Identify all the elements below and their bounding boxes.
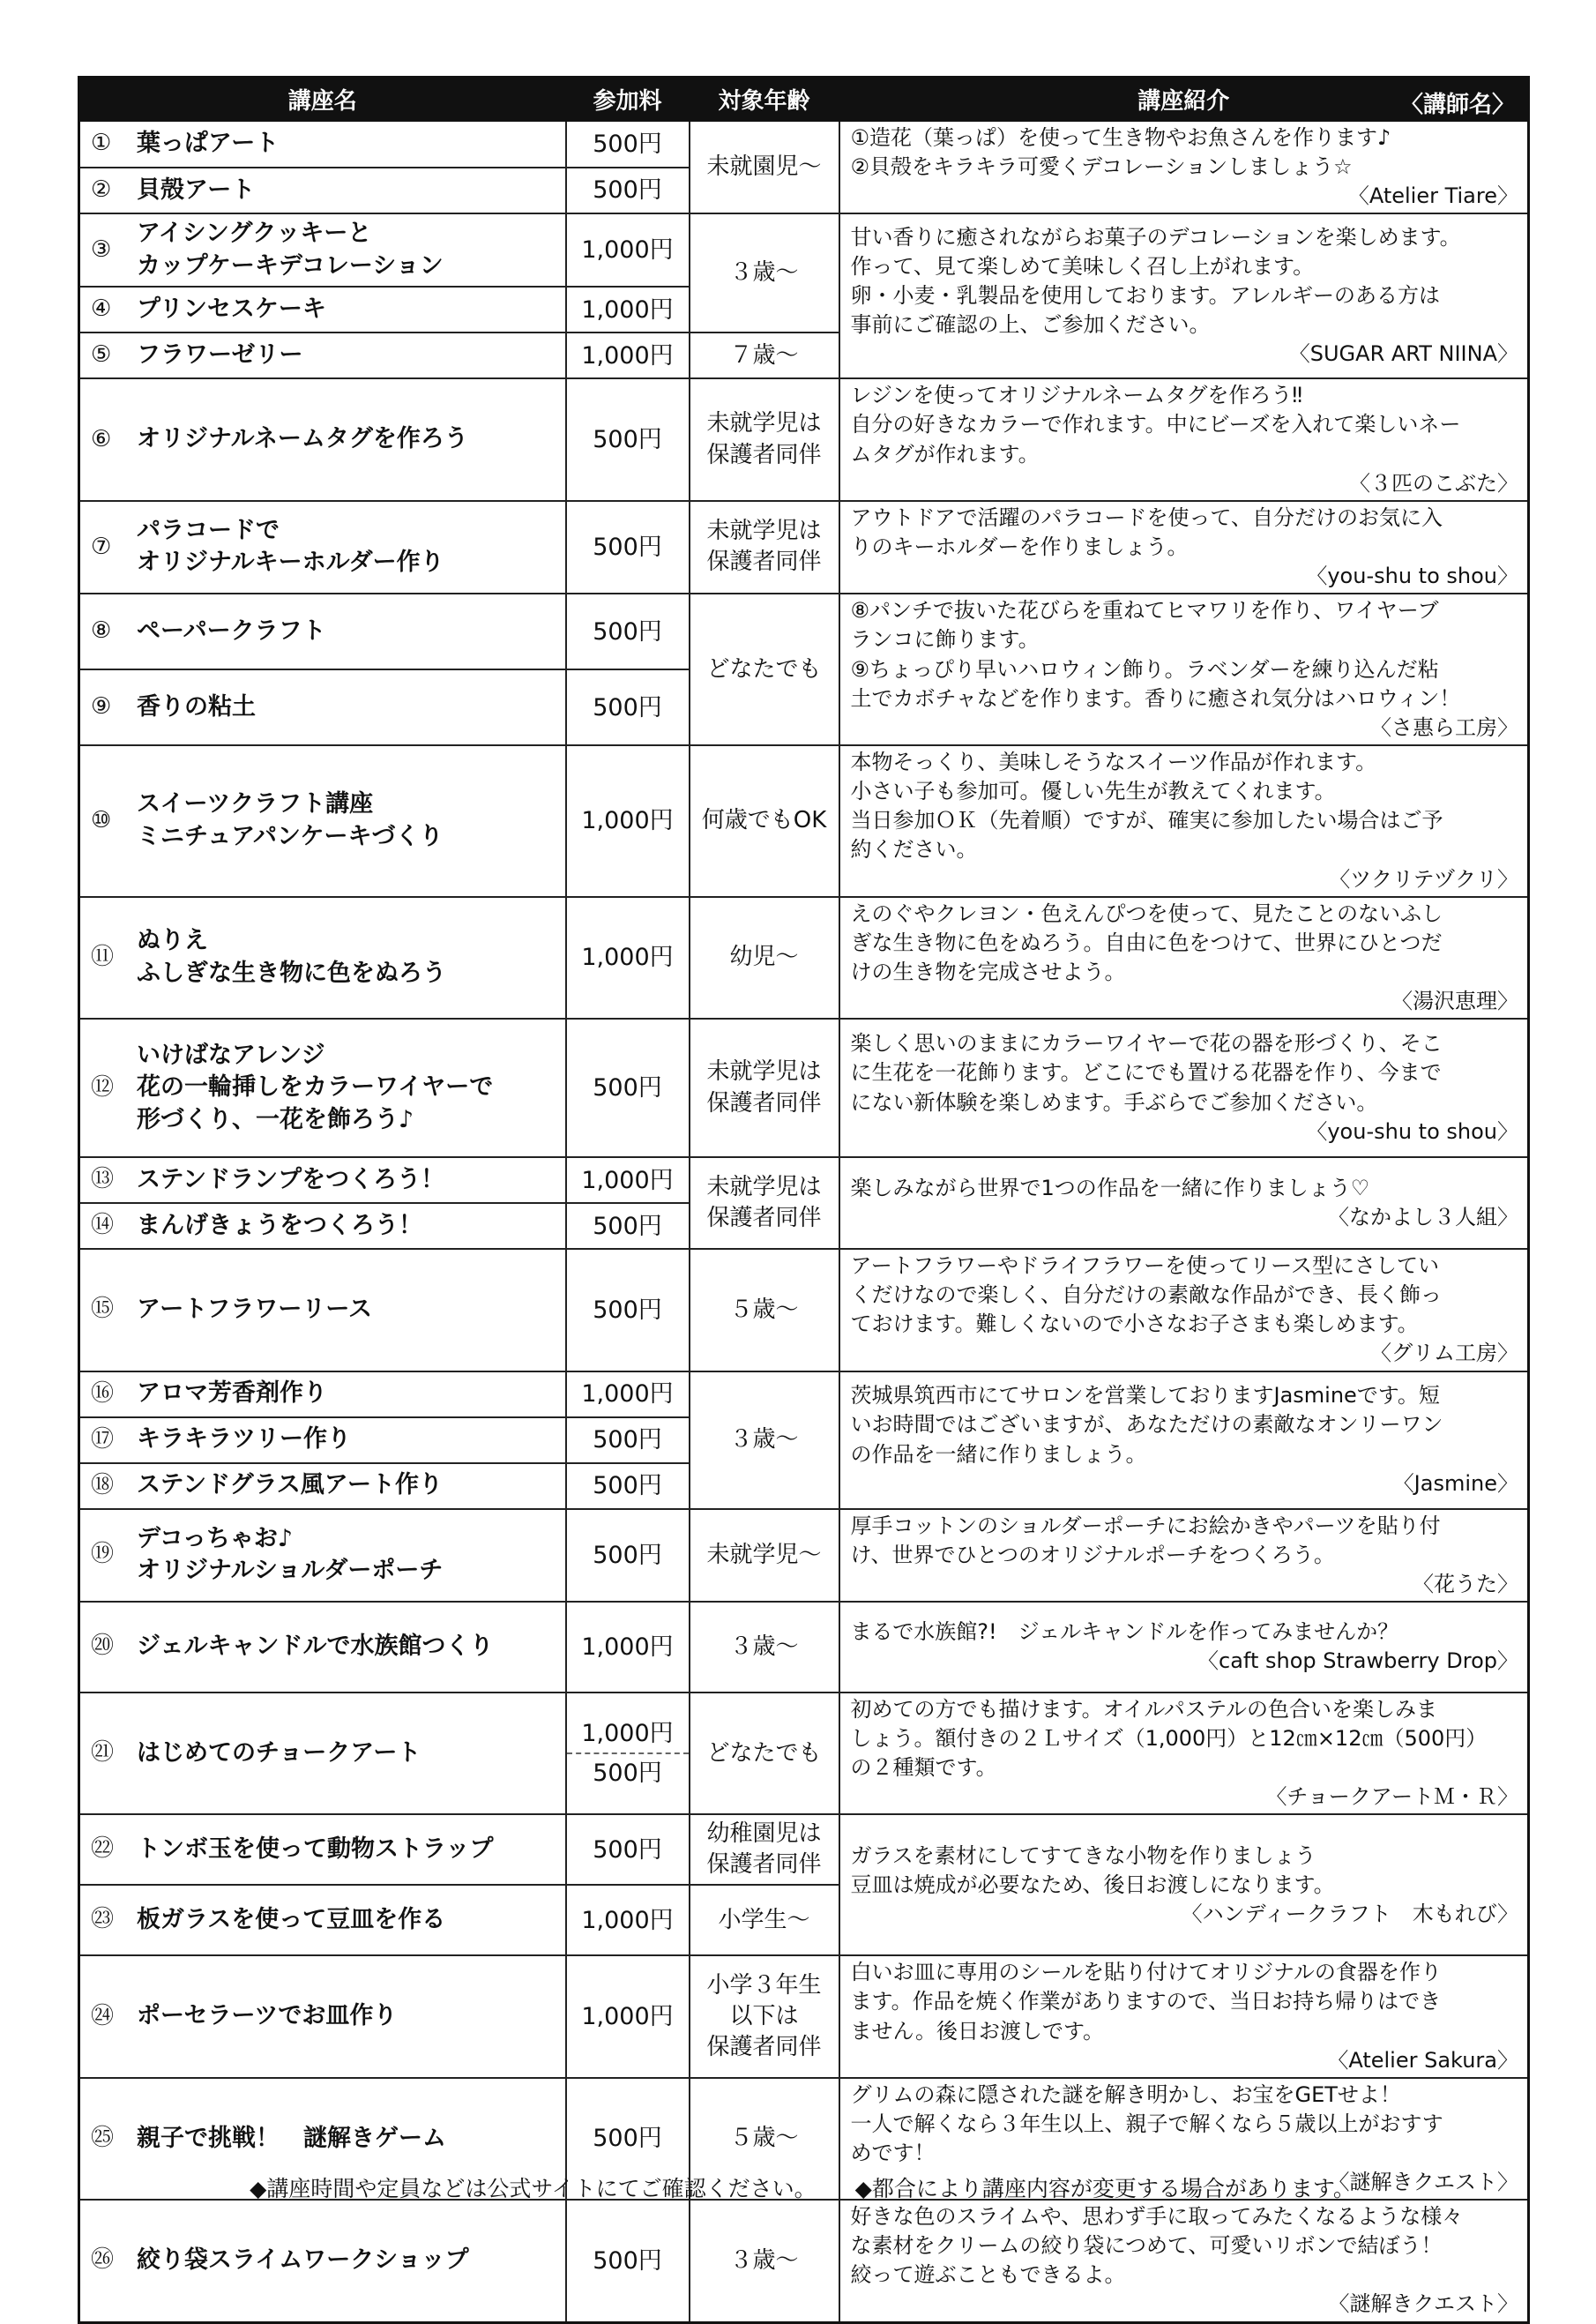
- target-age: 未就学児は 保護者同伴: [706, 410, 822, 468]
- target-age-cell: [690, 1602, 839, 1693]
- target-age: ５歳〜: [729, 1296, 799, 1323]
- course-name-cell: [79, 333, 566, 378]
- course-name-cell: [79, 1885, 566, 1955]
- target-age: どなたでも: [706, 655, 822, 683]
- course-number: ①: [91, 130, 112, 157]
- course-fee: 1,000円: [581, 1633, 674, 1661]
- course-name: 葉っぱアート: [137, 130, 280, 158]
- course-fee: 500円: [593, 2125, 662, 2153]
- target-age-cell: [690, 378, 839, 500]
- course-name-cell: [79, 1463, 566, 1509]
- lecturer-name: 〈３匹のこぶた〉: [1349, 470, 1518, 496]
- note-right: ◆都合により講座内容が変更する場合があります。: [854, 2176, 1355, 2201]
- course-intro-cell: [839, 1814, 1529, 1955]
- course-number: ⑳: [91, 1633, 115, 1660]
- course-name: アイシングクッキーと カップケーキデコレーション: [137, 220, 444, 280]
- course-name-cell: [79, 897, 566, 1019]
- target-age: 未就園児〜: [706, 153, 822, 181]
- lecturer-name: 〈caft shop Strawberry Drop〉: [1197, 1648, 1518, 1674]
- target-age: 小学生〜: [718, 1906, 810, 1933]
- course-name: ぬりえ ふしぎな生き物に色をぬろう: [137, 927, 446, 987]
- course-fee: 1,000円: [581, 1166, 674, 1194]
- course-number: ⑰: [91, 1425, 115, 1453]
- lecturer-name: 〈謎解きクエスト〉: [1328, 2291, 1518, 2317]
- course-fee-cell: [566, 1463, 690, 1509]
- course-intro-cell: [839, 745, 1529, 897]
- course-fee: 500円: [593, 1212, 662, 1240]
- course-fee: 1,000円: [581, 2002, 674, 2030]
- course-fee-cell: [566, 1157, 690, 1203]
- table-row: [79, 1157, 1529, 1203]
- table-row: [79, 1955, 1529, 2077]
- course-name-cell: [79, 1955, 566, 2077]
- course-fee-cell: [566, 1693, 690, 1814]
- course-number: ⑥: [91, 425, 112, 452]
- course-intro-text: 好きな色のスライムや、思わず手に取ってみたくなるような様々 な素材をクリームの絞り袋につめて、可愛いリボンで結ぼう！ 絞って遊ぶこともできるよ。: [850, 2204, 1464, 2288]
- course-intro-text: グリムの森に隠された謎を解き明かし、お宝をGETせよ！ 一人で解くなら３年生以上、親子で解くなら５歳以上がおすす めです！: [850, 2081, 1443, 2165]
- course-name-cell: [79, 121, 566, 168]
- course-name-cell: [79, 1249, 566, 1371]
- lecturer-name: 〈さ惠ら工房〉: [1370, 714, 1518, 740]
- target-age: ３歳〜: [729, 2246, 799, 2274]
- course-number: ⑨: [91, 693, 112, 721]
- course-name-cell: [79, 1019, 566, 1157]
- course-number: ⑱: [91, 1471, 115, 1498]
- course-name-cell: [79, 501, 566, 594]
- target-age-cell: [690, 501, 839, 594]
- course-fee: 500円: [593, 1471, 662, 1499]
- target-age-cell: [690, 2200, 839, 2322]
- course-fee-cell: [566, 594, 690, 669]
- course-intro-text: 初めての方でも描けます。オイルパステルの色合いを楽しみま しょう。額付きの２Ｌサイズ（1,000円）と12㎝×12㎝（500円） の２種類です。: [850, 1696, 1488, 1781]
- course-name-cell: [79, 213, 566, 287]
- course-name: アートフラワーリース: [137, 1296, 373, 1324]
- course-intro-cell: [839, 1602, 1529, 1693]
- course-intro-cell: [839, 213, 1529, 378]
- course-fee-cell: [566, 897, 690, 1019]
- course-fee-cell: [566, 213, 690, 287]
- course-fee: 500円: [593, 2246, 662, 2275]
- header-intro: [839, 78, 1529, 122]
- course-name-cell: [79, 1157, 566, 1203]
- target-age: ３歳〜: [729, 1425, 799, 1453]
- target-age: 小学３年生 以下は 保護者同伴: [706, 1971, 822, 2061]
- course-fee: 1,000円: [567, 1715, 689, 1754]
- course-name: スイーツクラフト講座 ミニチュアパンケーキづくり: [137, 790, 444, 850]
- table-row: [79, 2200, 1529, 2322]
- lecturer-name: 〈Jasmine〉: [1392, 1470, 1518, 1496]
- course-fee-cell: [566, 168, 690, 214]
- course-name: オリジナルネームタグを作ろう: [137, 425, 468, 453]
- target-age: 未就学児は 保護者同伴: [706, 518, 822, 576]
- course-number: ㉓: [91, 1906, 115, 1933]
- course-fee-cell: [566, 1509, 690, 1602]
- course-name: キラキラツリー作り: [137, 1425, 351, 1453]
- header-lecturer: 〈講師名〉: [1399, 92, 1515, 118]
- note-left: ◆講座時間や定員などは公式サイトにてご確認ください。: [250, 2176, 817, 2201]
- course-fee-cell: [566, 287, 690, 333]
- target-age-cell: [690, 1955, 839, 2077]
- course-intro-cell: [839, 1249, 1529, 1371]
- course-number: ⑯: [91, 1379, 115, 1407]
- header-age: 対象年齢: [690, 78, 839, 122]
- course-intro-cell: [839, 1509, 1529, 1602]
- table-row: [79, 501, 1529, 594]
- course-fee-cell: [566, 1019, 690, 1157]
- course-fee: 500円: [593, 1074, 662, 1102]
- course-name: フラワーゼリー: [137, 341, 303, 370]
- course-number: ⑬: [91, 1166, 115, 1193]
- target-age-cell: [690, 897, 839, 1019]
- course-name: ステンドランプをつくろう！: [137, 1165, 445, 1193]
- course-name: 親子で挑戦！ 謎解きゲーム: [137, 2124, 446, 2152]
- course-intro-text: アウトドアで活躍のパラコードを使って、自分だけのお気に入 りのキーホルダーを作りましょう。: [850, 504, 1443, 559]
- course-intro-cell: [839, 121, 1529, 213]
- course-name: 絞り袋スライムワークショップ: [137, 2246, 469, 2275]
- course-name-cell: [79, 1814, 566, 1885]
- lecturer-name: 〈SUGAR ART NIINA〉: [1288, 341, 1518, 367]
- target-age-cell: [690, 333, 839, 378]
- header-intro-label: 講座紹介: [1137, 88, 1230, 115]
- course-fee-alt: 500円: [593, 1760, 662, 1788]
- course-number: ㉒: [91, 1835, 115, 1863]
- course-name: 板ガラスを使って豆皿を作る: [137, 1906, 446, 1934]
- course-fee-cell: [566, 1249, 690, 1371]
- course-number: ⑪: [91, 943, 115, 970]
- course-name: プリンセスケーキ: [137, 295, 326, 324]
- course-name-cell: [79, 1602, 566, 1693]
- course-intro-text: 楽しみながら世界で1つの作品を一緒に作りましょう♡: [850, 1175, 1370, 1200]
- lecturer-name: 〈you-shu to shou〉: [1306, 563, 1518, 588]
- course-name-cell: [79, 1417, 566, 1463]
- course-intro-text: 茨城県筑西市にてサロンを営業しておりますJasmineです。短 いお時間ではございますが、あなただけの素敵なオンリーワン の作品を一緒に作りましょう。: [850, 1383, 1443, 1467]
- target-age: どなたでも: [706, 1739, 822, 1767]
- course-intro-text: 楽しく思いのままにカラーワイヤーで花の器を形づくり、そこ に生花を一花飾ります。どこにでも置ける花器を作り、今まで にない新体験を楽しめます。手ぶらでご参加ください。: [850, 1031, 1443, 1115]
- course-fee: 500円: [593, 130, 662, 158]
- course-number: ⑩: [91, 806, 112, 833]
- course-intro-text: 厚手コットンのショルダーポーチにお絵かきやパーツを貼り付 け、世界でひとつのオリジナルポーチをつくろう。: [850, 1513, 1441, 1567]
- course-table: [78, 76, 1530, 2324]
- lecturer-name: 〈なかよし３人組〉: [1328, 1205, 1518, 1230]
- course-intro-cell: [839, 594, 1529, 745]
- course-fee-cell: [566, 378, 690, 500]
- course-fee-cell: [566, 2200, 690, 2322]
- course-fee: 1,000円: [581, 944, 674, 972]
- course-fee: 500円: [593, 426, 662, 453]
- course-fee-cell: [566, 1203, 690, 1249]
- target-age-cell: [690, 1019, 839, 1157]
- course-intro-text: まるで水族館?! ジェルキャンドルを作ってみませんか？: [850, 1619, 1399, 1645]
- course-name-cell: [79, 1371, 566, 1417]
- course-fee-cell: [566, 745, 690, 897]
- target-age-cell: [690, 1885, 839, 1955]
- course-intro-cell: [839, 897, 1529, 1019]
- header-fee: 参加料: [566, 78, 690, 122]
- course-name: ジェルキャンドルで水族館つくり: [137, 1633, 494, 1661]
- course-intro-text: 甘い香りに癒されながらお菓子のデコレーションを楽しめます。 作って、見て楽しめて美味しく召し上がれます。 卵・小麦・乳製品を使用しております。アレルギーのある方は 事前にご確認の上、ご参加ください。: [850, 225, 1461, 338]
- course-intro-text: ガラスを素材にしてすてきな小物を作りましょう 豆皿は焼成が必要なため、後日お渡しになります。: [850, 1842, 1335, 1897]
- course-name: はじめてのチョークアート: [137, 1738, 421, 1767]
- course-name: アロマ芳香剤作り: [137, 1379, 327, 1408]
- course-name: ペーパークラフト: [137, 616, 326, 645]
- target-age: 幼稚園児は 保護者同伴: [706, 1820, 822, 1879]
- lecturer-name: 〈ハンディークラフト 木もれび〉: [1181, 1901, 1518, 1926]
- target-age: 未就学児は 保護者同伴: [706, 1058, 822, 1117]
- target-age: 未就学児は 保護者同伴: [706, 1173, 822, 1232]
- table-row: [79, 1602, 1529, 1693]
- course-number: ③: [91, 235, 112, 263]
- table-row: [79, 745, 1529, 897]
- course-number: ⑦: [91, 533, 112, 560]
- target-age: 何歳でもOK: [701, 807, 827, 834]
- course-intro-cell: [839, 1955, 1529, 2077]
- course-fee: 500円: [593, 617, 662, 646]
- course-intro-cell: [839, 1371, 1529, 1509]
- target-age-cell: [690, 1693, 839, 1814]
- course-number: ㉖: [91, 2246, 115, 2274]
- target-age-cell: [690, 1157, 839, 1249]
- course-fee-cell: [566, 1602, 690, 1693]
- course-intro-cell: [839, 501, 1529, 594]
- course-intro-text: アートフラワーやドライフラワーを使ってリース型にさしてい くだけなので楽しく、自分だけの素敵な作品ができ、長く飾っ ておけます。難しくないので小さなお子さまも楽しめます。: [850, 1253, 1443, 1337]
- course-number: ⑫: [91, 1073, 115, 1101]
- course-intro-text: 本物そっくり、美味しそうなスイーツ作品が作れます。 小さい子も参加可。優しい先生が教えてくれます。 当日参加ＯＫ（先着順）ですが、確実に参加したい場合はご予 約ください。: [850, 750, 1443, 863]
- footer-notes: [78, 2171, 1527, 2203]
- target-age-cell: [690, 213, 839, 333]
- course-name: 香りの粘土: [137, 692, 256, 721]
- target-age: ５歳〜: [729, 2125, 799, 2152]
- course-fee: 1,000円: [581, 807, 674, 835]
- target-age-cell: [690, 745, 839, 897]
- course-intro-cell: [839, 2200, 1529, 2322]
- course-name-cell: [79, 287, 566, 333]
- table-row: [79, 378, 1529, 500]
- course-number: ⑧: [91, 617, 112, 645]
- course-number: ②: [91, 176, 112, 204]
- course-name: 貝殻アート: [137, 176, 256, 204]
- course-fee: 500円: [593, 1835, 662, 1864]
- course-intro-cell: [839, 1693, 1529, 1814]
- course-name: ポーセラーツでお皿作り: [137, 2002, 398, 2030]
- fee-split: [567, 1715, 689, 1792]
- target-age: ７歳〜: [729, 341, 799, 369]
- course-name-cell: [79, 1203, 566, 1249]
- course-name-cell: [79, 1693, 566, 1814]
- table-row: [79, 213, 1529, 287]
- target-age: 未就学児〜: [706, 1541, 822, 1568]
- lecturer-name: 〈ツクリテヅクリ〉: [1329, 866, 1518, 892]
- course-number: ⑤: [91, 341, 112, 369]
- course-intro-cell: [839, 378, 1529, 500]
- course-fee: 500円: [593, 1296, 662, 1324]
- lecturer-name: 〈グリム工房〉: [1370, 1341, 1518, 1366]
- course-fee-cell: [566, 121, 690, 168]
- target-age-cell: [690, 594, 839, 745]
- target-age-cell: [690, 1249, 839, 1371]
- course-fee-cell: [566, 1955, 690, 2077]
- lecturer-name: 〈花うた〉: [1413, 1571, 1518, 1596]
- course-fee: 1,000円: [581, 341, 674, 370]
- course-fee: 1,000円: [581, 1906, 674, 1934]
- target-age-cell: [690, 1814, 839, 1885]
- course-number: ㉑: [91, 1739, 115, 1767]
- course-table-wrapper: [78, 76, 1527, 2324]
- course-number: ㉔: [91, 2002, 115, 2029]
- course-number: ⑭: [91, 1212, 115, 1239]
- target-age: ３歳〜: [729, 259, 799, 287]
- course-name: ステンドグラス風アート作り: [137, 1471, 443, 1499]
- table-row: [79, 1814, 1529, 1885]
- table-row: [79, 897, 1529, 1019]
- course-name-cell: [79, 168, 566, 214]
- course-name: トンボ玉を使って動物ストラップ: [137, 1835, 494, 1864]
- course-name: いけばなアレンジ 花の一輪挿しをカラーワイヤーで 形づくり、一花を飾ろう♪: [137, 1041, 494, 1133]
- course-name: パラコードで オリジナルキーホルダー作り: [137, 516, 444, 577]
- course-fee-cell: [566, 669, 690, 745]
- course-fee: 500円: [593, 1425, 662, 1453]
- course-fee: 500円: [593, 533, 662, 561]
- target-age: 幼児〜: [729, 944, 799, 971]
- header-row: [79, 78, 1529, 122]
- table-row: [79, 1019, 1529, 1157]
- course-intro-text: えのぐやクレヨン・色えんぴつを使って、見たことのないふし ぎな生き物に色をぬろう。自由に色をつけて、世界にひとつだ けの生き物を完成させよう。: [850, 900, 1443, 984]
- target-age-cell: [690, 121, 839, 213]
- course-name: まんげきょうをつくろう！: [137, 1211, 422, 1239]
- course-name-cell: [79, 745, 566, 897]
- course-name-cell: [79, 378, 566, 500]
- course-intro-text: レジンを使ってオリジナルネームタグを作ろう‼ 自分の好きなカラーで作れます。中にビーズを入れて楽しいネー ムタグが作れます。: [850, 383, 1461, 467]
- course-number: ④: [91, 295, 112, 323]
- header-name: 講座名: [79, 78, 566, 122]
- course-fee-cell: [566, 1417, 690, 1463]
- course-intro-text: ①造花（葉っぱ）を使って生き物やお魚さんを作ります♪ ②貝殻をキラキラ可愛くデコレーションしましょう☆: [850, 125, 1391, 180]
- course-fee: 1,000円: [581, 1379, 674, 1408]
- lecturer-name: 〈Atelier Sakura〉: [1327, 2047, 1518, 2073]
- table-row: [79, 594, 1529, 669]
- course-number: ⑮: [91, 1296, 115, 1323]
- target-age-cell: [690, 1509, 839, 1602]
- course-fee: 500円: [593, 693, 662, 721]
- course-fee-cell: [566, 501, 690, 594]
- course-name-cell: [79, 2200, 566, 2322]
- table-row: [79, 1693, 1529, 1814]
- course-fee: 1,000円: [581, 295, 674, 324]
- lecturer-name: 〈湯沢恵理〉: [1391, 988, 1518, 1013]
- table-row: [79, 1249, 1529, 1371]
- course-intro-text: 白いお皿に専用のシールを貼り付けてオリジナルの食器を作り ます。作品を焼く作業がありますので、当日お持ち帰りはでき ません。後日お渡しです。: [850, 1960, 1442, 2044]
- lecturer-name: 〈謎解きクエスト〉: [1328, 2170, 1518, 2195]
- course-intro-cell: [839, 1019, 1529, 1157]
- target-age-cell: [690, 1371, 839, 1509]
- course-fee: 500円: [593, 1541, 662, 1569]
- course-name-cell: [79, 1509, 566, 1602]
- course-name-cell: [79, 669, 566, 745]
- table-row: [79, 1509, 1529, 1602]
- lecturer-name: 〈you-shu to shou〉: [1306, 1118, 1518, 1144]
- table-row: [79, 121, 1529, 168]
- course-fee: 500円: [593, 176, 662, 205]
- table-row: [79, 1371, 1529, 1417]
- lecturer-name: 〈Atelier Tiare〉: [1347, 183, 1518, 209]
- course-fee-cell: [566, 1814, 690, 1885]
- course-fee: 1,000円: [581, 236, 674, 265]
- course-name: デコっちゃお♪ オリジナルショルダーポーチ: [137, 1524, 444, 1585]
- course-intro-text: ⑧パンチで抜いた花びらを重ねてヒマワリを作り、ワイヤーブ ランコに飾ります。 ⑨ちょっぴり早いハロウィン飾り。ラベンダーを練り込んだ粘 土でカボチャなどを作ります。香りに癒され気分はハロウィン！: [850, 598, 1461, 711]
- course-name-cell: [79, 594, 566, 669]
- target-age: ３歳〜: [729, 1633, 799, 1660]
- course-fee-cell: [566, 333, 690, 378]
- course-fee-cell: [566, 1885, 690, 1955]
- lecturer-name: 〈チョークアートＭ・Ｒ〉: [1265, 1784, 1518, 1810]
- course-number: ⑲: [91, 1541, 115, 1568]
- course-intro-cell: [839, 1157, 1529, 1249]
- course-fee-cell: [566, 1371, 690, 1417]
- course-number: ㉕: [91, 2125, 115, 2152]
